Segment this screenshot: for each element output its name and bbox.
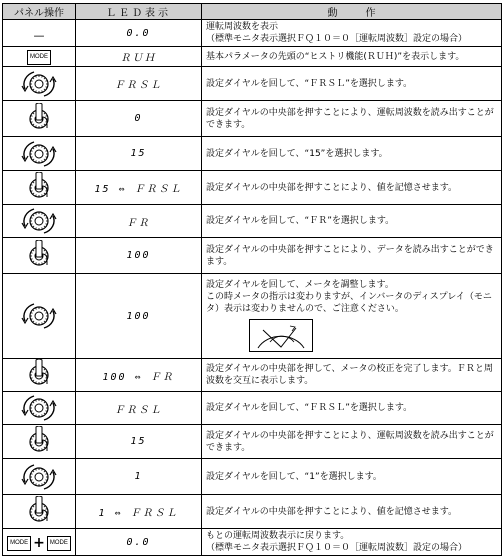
led-display-cell: 0 [76, 101, 202, 137]
table-row [3, 359, 502, 392]
header-row [3, 4, 502, 20]
action-cell [202, 459, 502, 495]
header-panel-op: パネル操作 [3, 4, 76, 20]
led-display-cell: 15 [76, 425, 202, 459]
meter-icon [249, 319, 313, 352]
action-text: 設定ダイヤルを回して、“1”を選択します。 [206, 471, 382, 482]
header-action: 動作 [202, 4, 502, 20]
panel-op-cell [3, 205, 76, 238]
dial-rotate-icon [19, 211, 59, 230]
action-cell [202, 205, 502, 238]
table-row [3, 425, 502, 459]
dial-rotate-icon [19, 306, 59, 325]
led-display-cell: 100 [76, 274, 202, 359]
table-row [3, 529, 502, 556]
table-row [3, 101, 502, 137]
led-display-cell: 1 [76, 459, 202, 495]
action-cell [202, 20, 502, 47]
table-row [3, 137, 502, 171]
dash-mark: — [33, 28, 45, 42]
led-display-cell: ＦＲ [76, 205, 202, 238]
panel-op-cell [3, 67, 76, 101]
panel-op-cell [3, 274, 76, 359]
action-text: （標準モニタ表示選択ＦＱ１０＝０［運転周波数］設定の場合） [206, 34, 468, 44]
panel-op-cell [3, 425, 76, 459]
panel-op-cell [3, 47, 76, 67]
action-cell [202, 171, 502, 205]
table-row [3, 495, 502, 529]
panel-op-cell [3, 459, 76, 495]
action-text: 設定ダイヤルの中央部を押すことにより、値を記憶させます。 [206, 506, 458, 517]
table-row [3, 274, 502, 359]
action-text: もとの運転周波数表示に戻ります。 [206, 531, 350, 541]
plus-icon: + [33, 535, 45, 551]
action-cell [202, 359, 502, 392]
action-text: この時メータの指示は変わりますが、インバータのディスプレイ（モニタ）表示は変わりませんので、ご注意ください。 [206, 291, 492, 314]
panel-op-cell [3, 392, 76, 425]
table-row [3, 47, 502, 67]
panel-op-cell [3, 495, 76, 529]
action-text: 設定ダイヤルの中央部を押すことにより、運転周波数を読み出すことができます。 [206, 107, 494, 130]
dial-press-icon [19, 431, 59, 450]
action-cell [202, 101, 502, 137]
action-text: 設定ダイヤルを回して、“ＦＲ”を選択します。 [206, 216, 395, 226]
table-row [3, 67, 502, 101]
action-text: 設定ダイヤルを回して、メータを調整します。 [206, 279, 394, 290]
action-cell [202, 238, 502, 274]
action-text: 設定ダイヤルの中央部を押すことにより、値を記憶させます。 [206, 182, 458, 193]
led-display-cell: 100 ⇔ ＦＲ [76, 359, 202, 392]
panel-op-cell [3, 359, 76, 392]
panel-op-cell [3, 20, 76, 47]
led-display-cell: 15 [76, 137, 202, 171]
action-text: 設定ダイヤルの中央部を押すことにより、運転周波数を読み出すことができます。 [206, 430, 494, 453]
panel-op-cell [3, 137, 76, 171]
action-cell [202, 495, 502, 529]
action-text: 運転周波数を表示 [206, 22, 279, 32]
action-text: 設定ダイヤルの中央部を押すことにより、データを読み出すことができます。 [206, 244, 494, 267]
table-row [3, 459, 502, 495]
table-row [3, 392, 502, 425]
dial-rotate-icon [19, 143, 59, 162]
panel-op-cell [3, 101, 76, 137]
action-text: （標準モニタ表示選択ＦＱ１０＝０［運転周波数］設定の場合） [206, 543, 468, 553]
mode-button-icon: MODE [27, 50, 51, 65]
action-text: 設定ダイヤルの中央部を押して、メータの校正を完了します。ＦＲと周波数を交互に表示します。 [206, 364, 493, 386]
table-row [3, 171, 502, 205]
action-cell [202, 67, 502, 101]
dial-press-icon [19, 177, 59, 196]
led-display-cell: 15 ⇔ ＦＲＳＬ [76, 171, 202, 205]
dial-rotate-icon [19, 73, 59, 92]
action-cell [202, 392, 502, 425]
table-row [3, 205, 502, 238]
header-led: ＬＥＤ表示 [76, 4, 202, 20]
action-text: 設定ダイヤルを回して、“15”を選択します。 [206, 148, 388, 159]
action-text: 設定ダイヤルを回して、“ＦＲＳＬ”を選択します。 [206, 78, 413, 89]
action-cell [202, 137, 502, 171]
led-display-cell: 1 ⇔ ＦＲＳＬ [76, 495, 202, 529]
dial-press-icon [19, 501, 59, 520]
operation-table-container [2, 3, 501, 556]
mode-button-icon: MODE [7, 536, 31, 551]
table-row [3, 20, 502, 47]
action-cell [202, 425, 502, 459]
action-cell [202, 47, 502, 67]
table-row [3, 238, 502, 274]
led-display-cell: 0.0 [76, 529, 202, 556]
mode-button-icon: MODE [47, 536, 71, 551]
led-display-cell: ＲＵＨ [76, 47, 202, 67]
dial-press-icon [19, 365, 59, 384]
action-cell [202, 529, 502, 556]
operation-table [2, 3, 502, 556]
dial-press-icon [19, 108, 59, 127]
panel-op-cell [3, 238, 76, 274]
led-display-cell: 0.0 [76, 20, 202, 47]
action-cell [202, 274, 502, 359]
panel-op-cell [3, 171, 76, 205]
action-text: 設定ダイヤルを回して、“ＦＲＳＬ”を選択します。 [206, 403, 413, 413]
action-text: 基本パラメータの先頭の“ヒストリ機能(ＲＵＨ)”を表示します。 [206, 51, 465, 62]
panel-op-cell [3, 529, 76, 556]
led-display-cell: 100 [76, 238, 202, 274]
dial-rotate-icon [19, 466, 59, 485]
dial-press-icon [19, 245, 59, 264]
led-display-cell: ＦＲＳＬ [76, 67, 202, 101]
led-display-cell: ＦＲＳＬ [76, 392, 202, 425]
dial-rotate-icon [19, 398, 59, 417]
